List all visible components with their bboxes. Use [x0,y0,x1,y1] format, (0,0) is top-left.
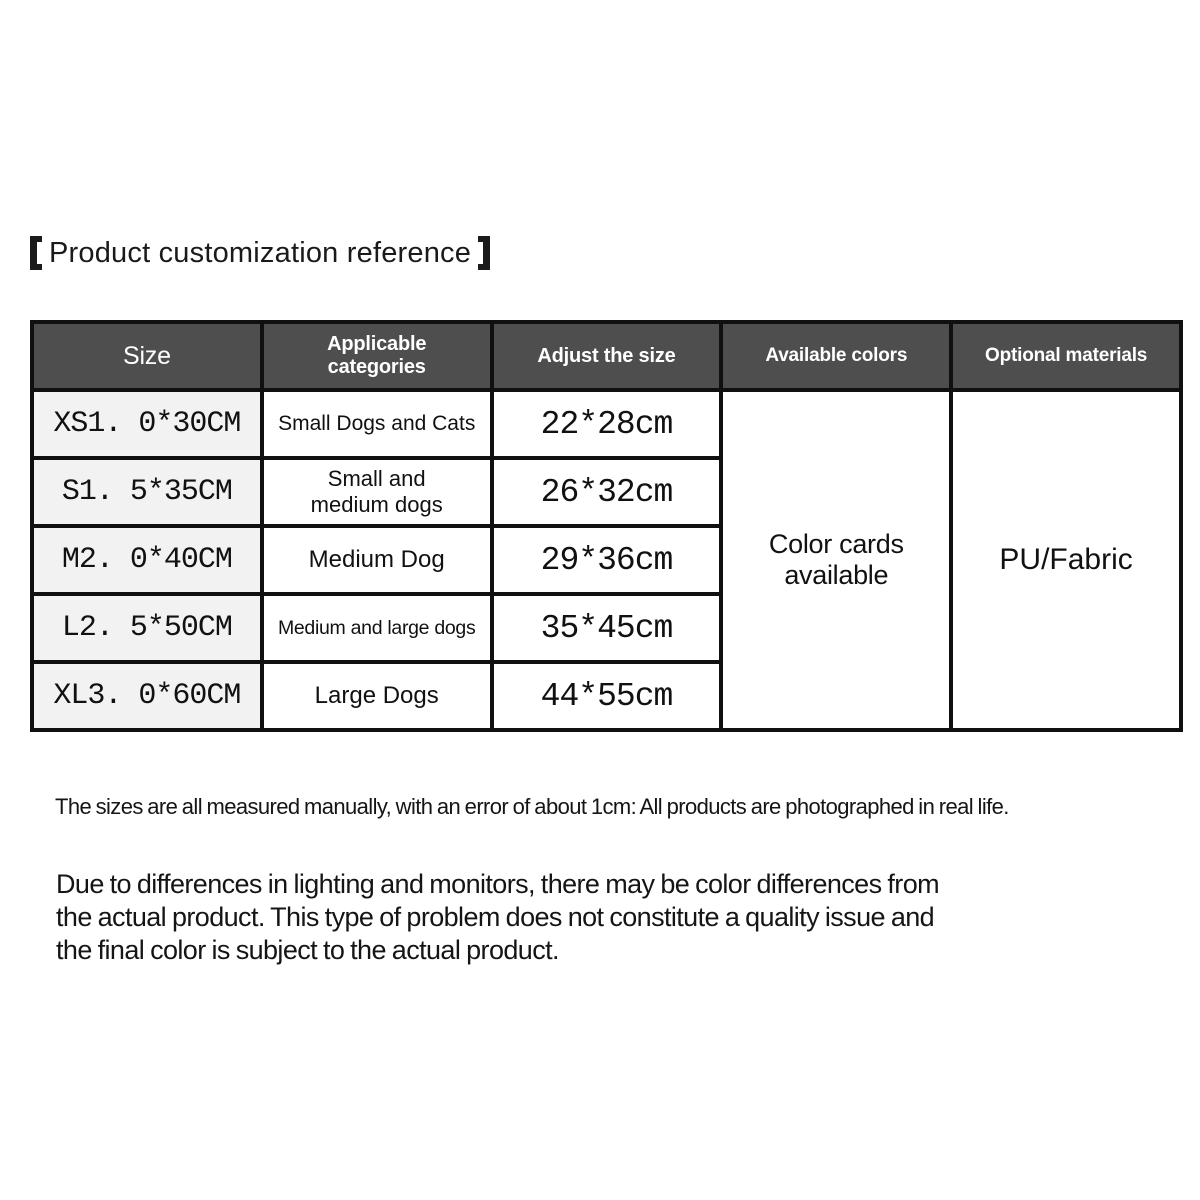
page-title-text: Product customization reference [49,236,472,269]
size-cell: M2. 0*40CM [32,526,262,594]
title-bracket-right-icon [478,236,490,270]
header-available-colors: Available colors [721,322,951,390]
table-row [32,390,1181,458]
size-cell: XS1. 0*30CM [32,390,262,458]
adjust-cell: 26*32cm [492,458,722,526]
category-cell: Small and medium dogs [262,458,492,526]
adjust-cell: 29*36cm [492,526,722,594]
page-title [30,236,490,270]
size-cell: L2. 5*50CM [32,594,262,662]
header-applicable-categories: Applicable categories [262,322,492,390]
header-adjust-the-size: Adjust the size [492,322,722,390]
size-cell: S1. 5*35CM [32,458,262,526]
category-cell: Large Dogs [262,662,492,730]
size-chart [30,320,1183,732]
header-optional-materials: Optional materials [951,322,1181,390]
category-cell: Medium and large dogs [262,594,492,662]
adjust-cell: 22*28cm [492,390,722,458]
header-row [32,322,1181,390]
category-cell: Medium Dog [262,526,492,594]
available-colors-cell: Color cards available [721,390,951,730]
color-disclaimer [56,868,939,967]
category-cell: Small Dogs and Cats [262,390,492,458]
header-size: Size [32,322,262,390]
size-chart-table [30,320,1183,732]
adjust-cell: 35*45cm [492,594,722,662]
color-disclaimer-line: Due to differences in lighting and monitors, there may be color differences from [56,869,939,899]
color-disclaimer-line: the actual product. This type of problem does not constitute a quality issue and [56,902,935,932]
title-bracket-left-icon [30,236,42,270]
color-disclaimer-line: the final color is subject to the actual product. [56,935,559,965]
adjust-cell: 44*55cm [492,662,722,730]
optional-materials-cell: PU/Fabric [951,390,1181,730]
size-cell: XL3. 0*60CM [32,662,262,730]
measurement-note: The sizes are all measured manually, with an error of about 1cm: All products are photographed in real life. [55,794,1009,819]
